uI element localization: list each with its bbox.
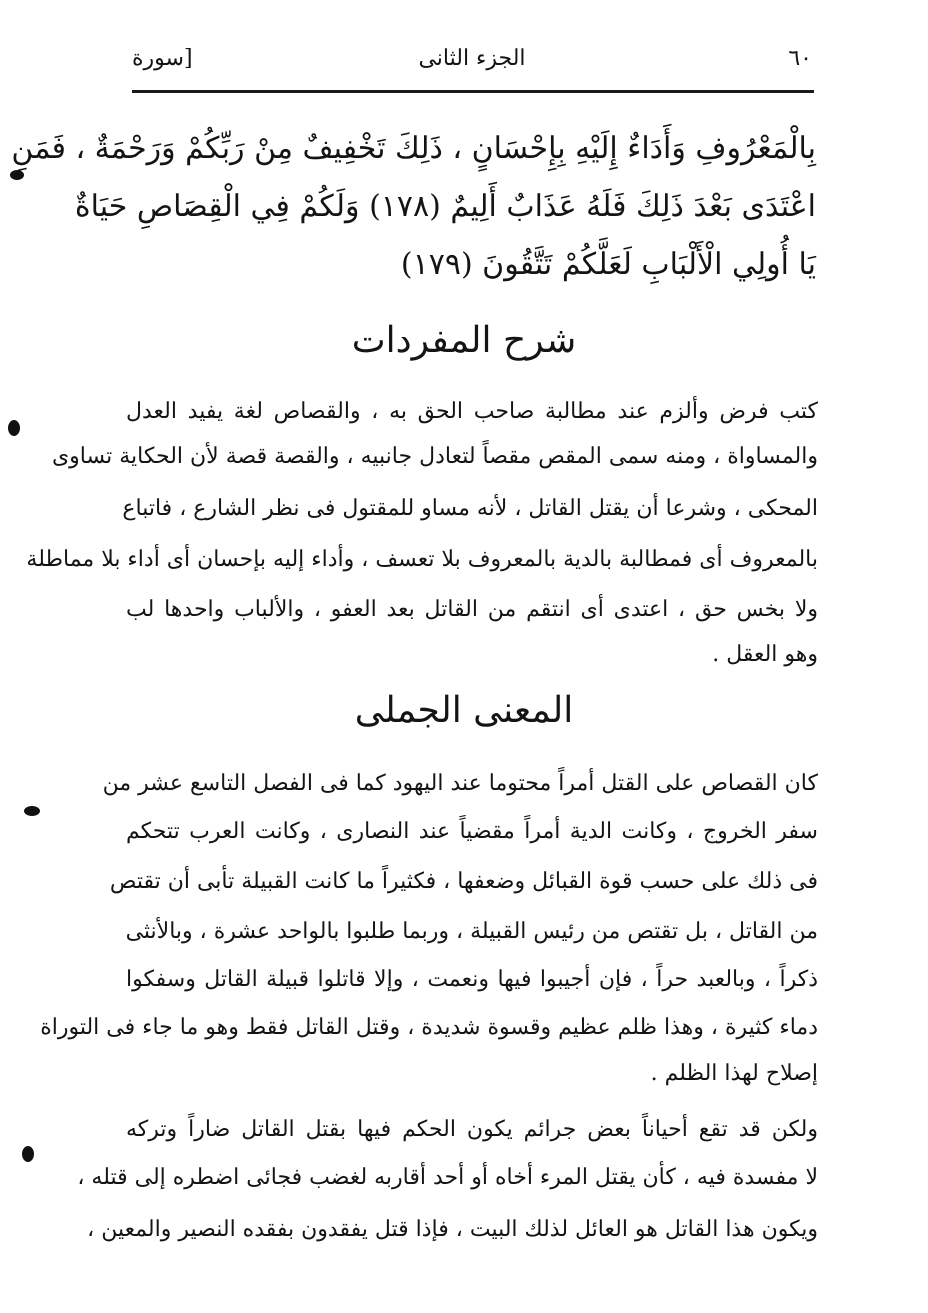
- header-rule: [132, 90, 814, 93]
- page-header: [132, 38, 812, 82]
- text-line: من القاتل ، بل تقتص من رئيس القبيلة ، وربما طلبوا بالواحد عشرة ، وبالأنثى: [125, 919, 818, 944]
- text-line: ويكون هذا القاتل هو العائل لذلك البيت ، فإذا قتل يفقدون بفقده النصير والمعين ،: [87, 1217, 818, 1242]
- text-line: لا مفسدة فيه ، كأن يقتل المرء أخاه أو أحد أقاربه لغضب فجائى اضطره إلى قتله ،: [77, 1165, 818, 1190]
- verse-line: بِالْمَعْرُوفِ وَأَدَاءٌ إِلَيْهِ بِإِحْسَانٍ ، ذَلِكَ تَخْفِيفٌ مِنْ رَبِّكُمْ وَرَحْمَةٌ ، فَمَنِ: [11, 131, 816, 166]
- scan-speck: [10, 170, 24, 180]
- text-line: فى ذلك على حسب قوة القبائل وضعفها ، فكثيراً ما كانت القبيلة تأبى أن تقتص: [109, 869, 818, 894]
- scan-speck: [8, 420, 20, 436]
- text-line: وهو العقل .: [712, 642, 818, 667]
- scan-speck: [22, 1146, 34, 1162]
- text-line: ذكراً ، وبالعبد حراً ، فإن أجيبوا فيها ونعمت ، وإلا قاتلوا قبيلة القاتل وسفكوا: [126, 967, 818, 992]
- text-line: المحكى ، وشرعا أن يقتل القاتل ، لأنه مساو للمقتول فى نظر الشارع ، فاتباع: [122, 496, 818, 521]
- text-line: كتب فرض وألزم عند مطالبة صاحب الحق به ، والقصاص لغة يفيد العدل: [126, 399, 818, 424]
- text-line: والمساواة ، ومنه سمى المقص مقصاً لتعادل جانبيه ، والقصة قصة لأن الحكاية تساوى: [51, 444, 818, 469]
- section-heading: شرح المفردات: [351, 320, 577, 361]
- scan-speck: [24, 806, 40, 816]
- page-number: ٦٠: [788, 46, 812, 71]
- text-line: بالمعروف أى فمطالبة بالدية بالمعروف بلا تعسف ، وأداء إليه بإحسان أى أداء بلا مماطلة: [26, 547, 818, 572]
- verse-line: يَا أُولِي الْأَلْبَابِ لَعَلَّكُمْ تَتَّقُونَ (١٧٩): [400, 247, 816, 282]
- text-line: كان القصاص على القتل أمراً محتوما عند اليهود كما فى الفصل التاسع عشر من: [102, 771, 818, 796]
- section-heading: المعنى الجملى: [354, 690, 574, 731]
- text-line: إصلاح لهذا الظلم .: [650, 1061, 818, 1086]
- text-line: سفر الخروج ، وكانت الدية أمراً مقضياً عند النصارى ، وكانت العرب تتحكم: [126, 819, 818, 844]
- text-line: ولا بخس حق ، اعتدى أى انتقم من القاتل بعد العفو ، والألباب واحدها لب: [126, 597, 818, 622]
- surah-label: [سورة: [132, 46, 193, 71]
- verse-line: اعْتَدَى بَعْدَ ذَلِكَ فَلَهُ عَذَابٌ أَلِيمٌ (١٧٨) وَلَكُمْ فِي الْقِصَاصِ حَيَاةٌ: [74, 189, 816, 224]
- text-line: ولكن قد تقع أحياناً بعض جرائم يكون الحكم فيها بقتل القاتل ضاراً وتركه: [126, 1117, 818, 1142]
- running-title: الجزء الثانى: [418, 46, 526, 71]
- text-line: دماء كثيرة ، وهذا ظلم عظيم وقسوة شديدة ، وقتل القاتل فقط وهو ما جاء فى التوراة: [40, 1015, 818, 1040]
